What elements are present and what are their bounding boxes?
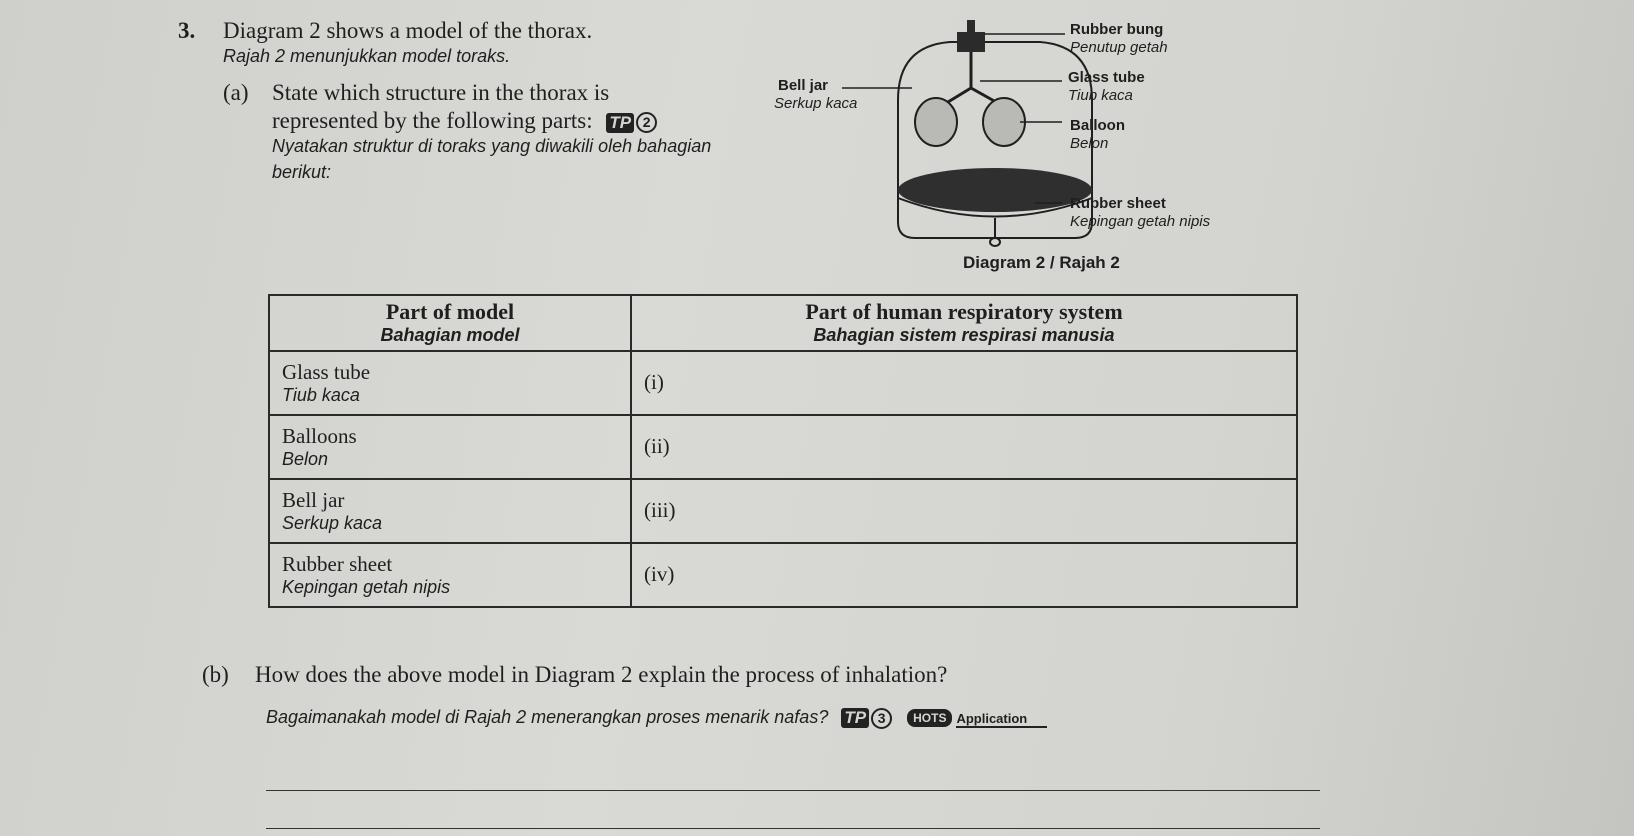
answer-cell-i[interactable] [631, 351, 1297, 415]
label-bell-jar: Bell jar [778, 77, 829, 94]
answer-line[interactable] [266, 790, 1320, 791]
part-a-ms-line1: Nyatakan struktur di toraks yang diwakili oleh bahagian [272, 136, 712, 156]
part-b-label: (b) [202, 662, 229, 687]
answer-number: (iv) [644, 562, 675, 587]
part-cell [269, 415, 631, 479]
part-b-text: How does the above model in Diagram 2 explain the process of inhalation? [255, 662, 948, 687]
part-b-ms-line [266, 707, 1047, 729]
answer-cell-iii[interactable] [631, 479, 1297, 543]
tp-level-badge [841, 708, 892, 729]
header-part-of-model [269, 295, 631, 351]
question-title: Diagram 2 shows a model of the thorax. [223, 18, 593, 43]
part-name-ms: Serkup kaca [282, 512, 383, 533]
part-a-label: (a) [223, 80, 249, 105]
part-a-text-line2 [272, 108, 657, 134]
answer-cell-ii[interactable] [631, 415, 1297, 479]
part-cell [269, 543, 631, 607]
label-glass-tube-ms: Tiub kaca [1068, 87, 1133, 104]
tp-badge-level: 3 [871, 708, 892, 729]
label-balloon-ms: Belon [1070, 135, 1109, 152]
rubber-bung-shape [957, 20, 985, 52]
label-bell-jar-ms: Serkup kaca [774, 95, 858, 112]
balloon-shapes [915, 98, 1025, 146]
part-name-en: Bell jar [282, 487, 345, 512]
part-name-en: Balloons [282, 423, 357, 448]
header-left-ms: Bahagian model [380, 325, 520, 346]
hots-badge: HOTS [907, 709, 952, 727]
part-a-text-line1: State which structure in the thorax is [272, 80, 610, 105]
tp-badge-label: TP [841, 708, 869, 728]
header-right-en: Part of human respiratory system [805, 299, 1123, 324]
table-row [269, 543, 1297, 607]
answer-number: (ii) [644, 434, 670, 459]
label-rubber-sheet-ms: Kepingan getah nipis [1070, 213, 1211, 230]
hots-type: Application [956, 711, 1047, 728]
label-balloon: Balloon [1070, 117, 1125, 134]
question-title-ms: Rajah 2 menunjukkan model toraks. [223, 46, 511, 66]
tp-level-badge [606, 112, 657, 133]
part-a-ms-line2: berikut: [272, 162, 332, 182]
rubber-sheet-shape [898, 168, 1092, 246]
header-part-of-human-system [631, 295, 1297, 351]
header-right-ms: Bahagian sistem respirasi manusia [813, 325, 1115, 346]
label-glass-tube: Glass tube [1068, 69, 1145, 86]
label-rubber-bung: Rubber bung [1070, 21, 1164, 38]
part-a-text-line2-content: represented by the following parts: [272, 108, 593, 133]
part-b-text-ms: Bagaimanakah model di Rajah 2 menerangkan proses menarik nafas? [266, 707, 829, 727]
tp-badge-label: TP [606, 113, 634, 133]
answer-line[interactable] [266, 828, 1320, 829]
question-number: 3. [178, 18, 196, 43]
table-row [269, 351, 1297, 415]
part-cell [269, 351, 631, 415]
label-rubber-sheet: Rubber sheet [1070, 195, 1166, 212]
table-row [269, 415, 1297, 479]
label-rubber-bung-ms: Penutup getah [1070, 39, 1168, 56]
diagram-caption: Diagram 2 / Rajah 2 [963, 253, 1120, 272]
answer-number: (i) [644, 370, 664, 395]
answer-cell-iv[interactable] [631, 543, 1297, 607]
header-left-en: Part of model [385, 299, 515, 324]
part-cell [269, 479, 631, 543]
parts-table [268, 294, 1298, 608]
table-row [269, 479, 1297, 543]
glass-tube-shape [948, 52, 996, 102]
answer-number: (iii) [644, 498, 676, 523]
part-name-en: Rubber sheet [282, 551, 393, 576]
part-name-ms: Kepingan getah nipis [282, 576, 451, 597]
part-name-ms: Belon [282, 448, 329, 469]
part-name-ms: Tiub kaca [282, 384, 360, 405]
part-name-en: Glass tube [282, 359, 371, 384]
thorax-model-diagram [774, 10, 1310, 260]
table-header-row [269, 295, 1297, 351]
tp-badge-level: 2 [636, 112, 657, 133]
